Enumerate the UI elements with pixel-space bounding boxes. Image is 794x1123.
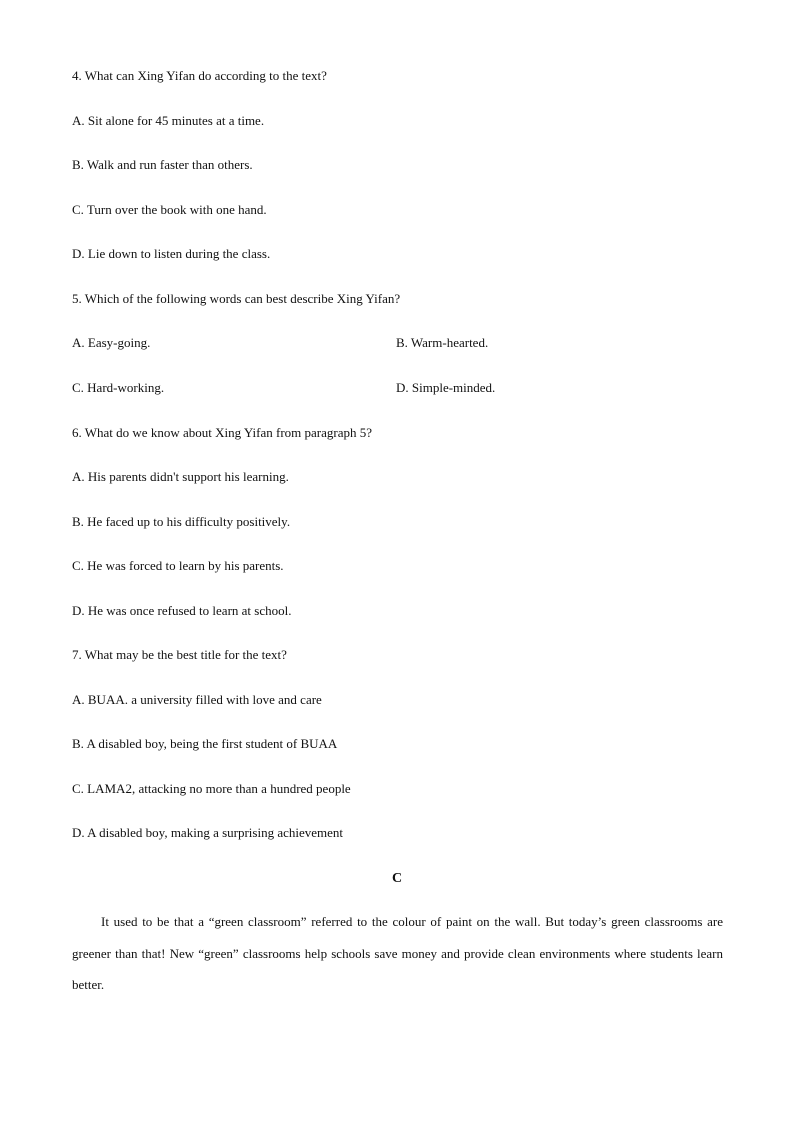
question-5-stem: 5. Which of the following words can best describe Xing Yifan? — [72, 291, 401, 306]
question-5-option-b: B. Warm-hearted. — [396, 335, 489, 350]
question-7-stem: 7. What may be the best title for the text? — [72, 647, 287, 662]
section-heading: C — [391, 871, 403, 886]
question-4-option-b: B. Walk and run faster than others. — [72, 157, 253, 172]
question-5-option-d: D. Simple-minded. — [396, 380, 496, 395]
question-6-stem: 6. What do we know about Xing Yifan from paragraph 5? — [72, 425, 373, 440]
question-6-option-b: B. He faced up to his difficulty positively. — [72, 514, 291, 529]
question-6-option-c: C. He was forced to learn by his parents. — [72, 558, 284, 573]
question-5-option-c: C. Hard-working. — [72, 380, 165, 395]
question-7-option-c: C. LAMA2, attacking no more than a hundred people — [72, 781, 351, 796]
question-4-option-a: A. Sit alone for 45 minutes at a time. — [72, 113, 265, 128]
question-5-option-a: A. Easy-going. — [72, 335, 151, 350]
passage-paragraph: It used to be that a “green classroom” referred to the colour of paint on the wall. But today’s green classrooms are greener than that! New “green” classrooms help schools save money and provide clean environments where students learn better. — [72, 914, 723, 992]
question-6-option-d: D. He was once refused to learn at school. — [72, 603, 292, 618]
question-4-stem: 4. What can Xing Yifan do according to the text? — [72, 68, 327, 83]
question-7-option-d: D. A disabled boy, making a surprising achievement — [72, 825, 344, 840]
question-4-option-d: D. Lie down to listen during the class. — [72, 246, 271, 261]
question-7-option-b: B. A disabled boy, being the first student of BUAA — [72, 736, 338, 751]
question-6-option-a: A. His parents didn't support his learning. — [72, 469, 289, 484]
question-7-option-a: A. BUAA. a university filled with love and care — [72, 692, 322, 707]
question-4-option-c: C. Turn over the book with one hand. — [72, 202, 267, 217]
